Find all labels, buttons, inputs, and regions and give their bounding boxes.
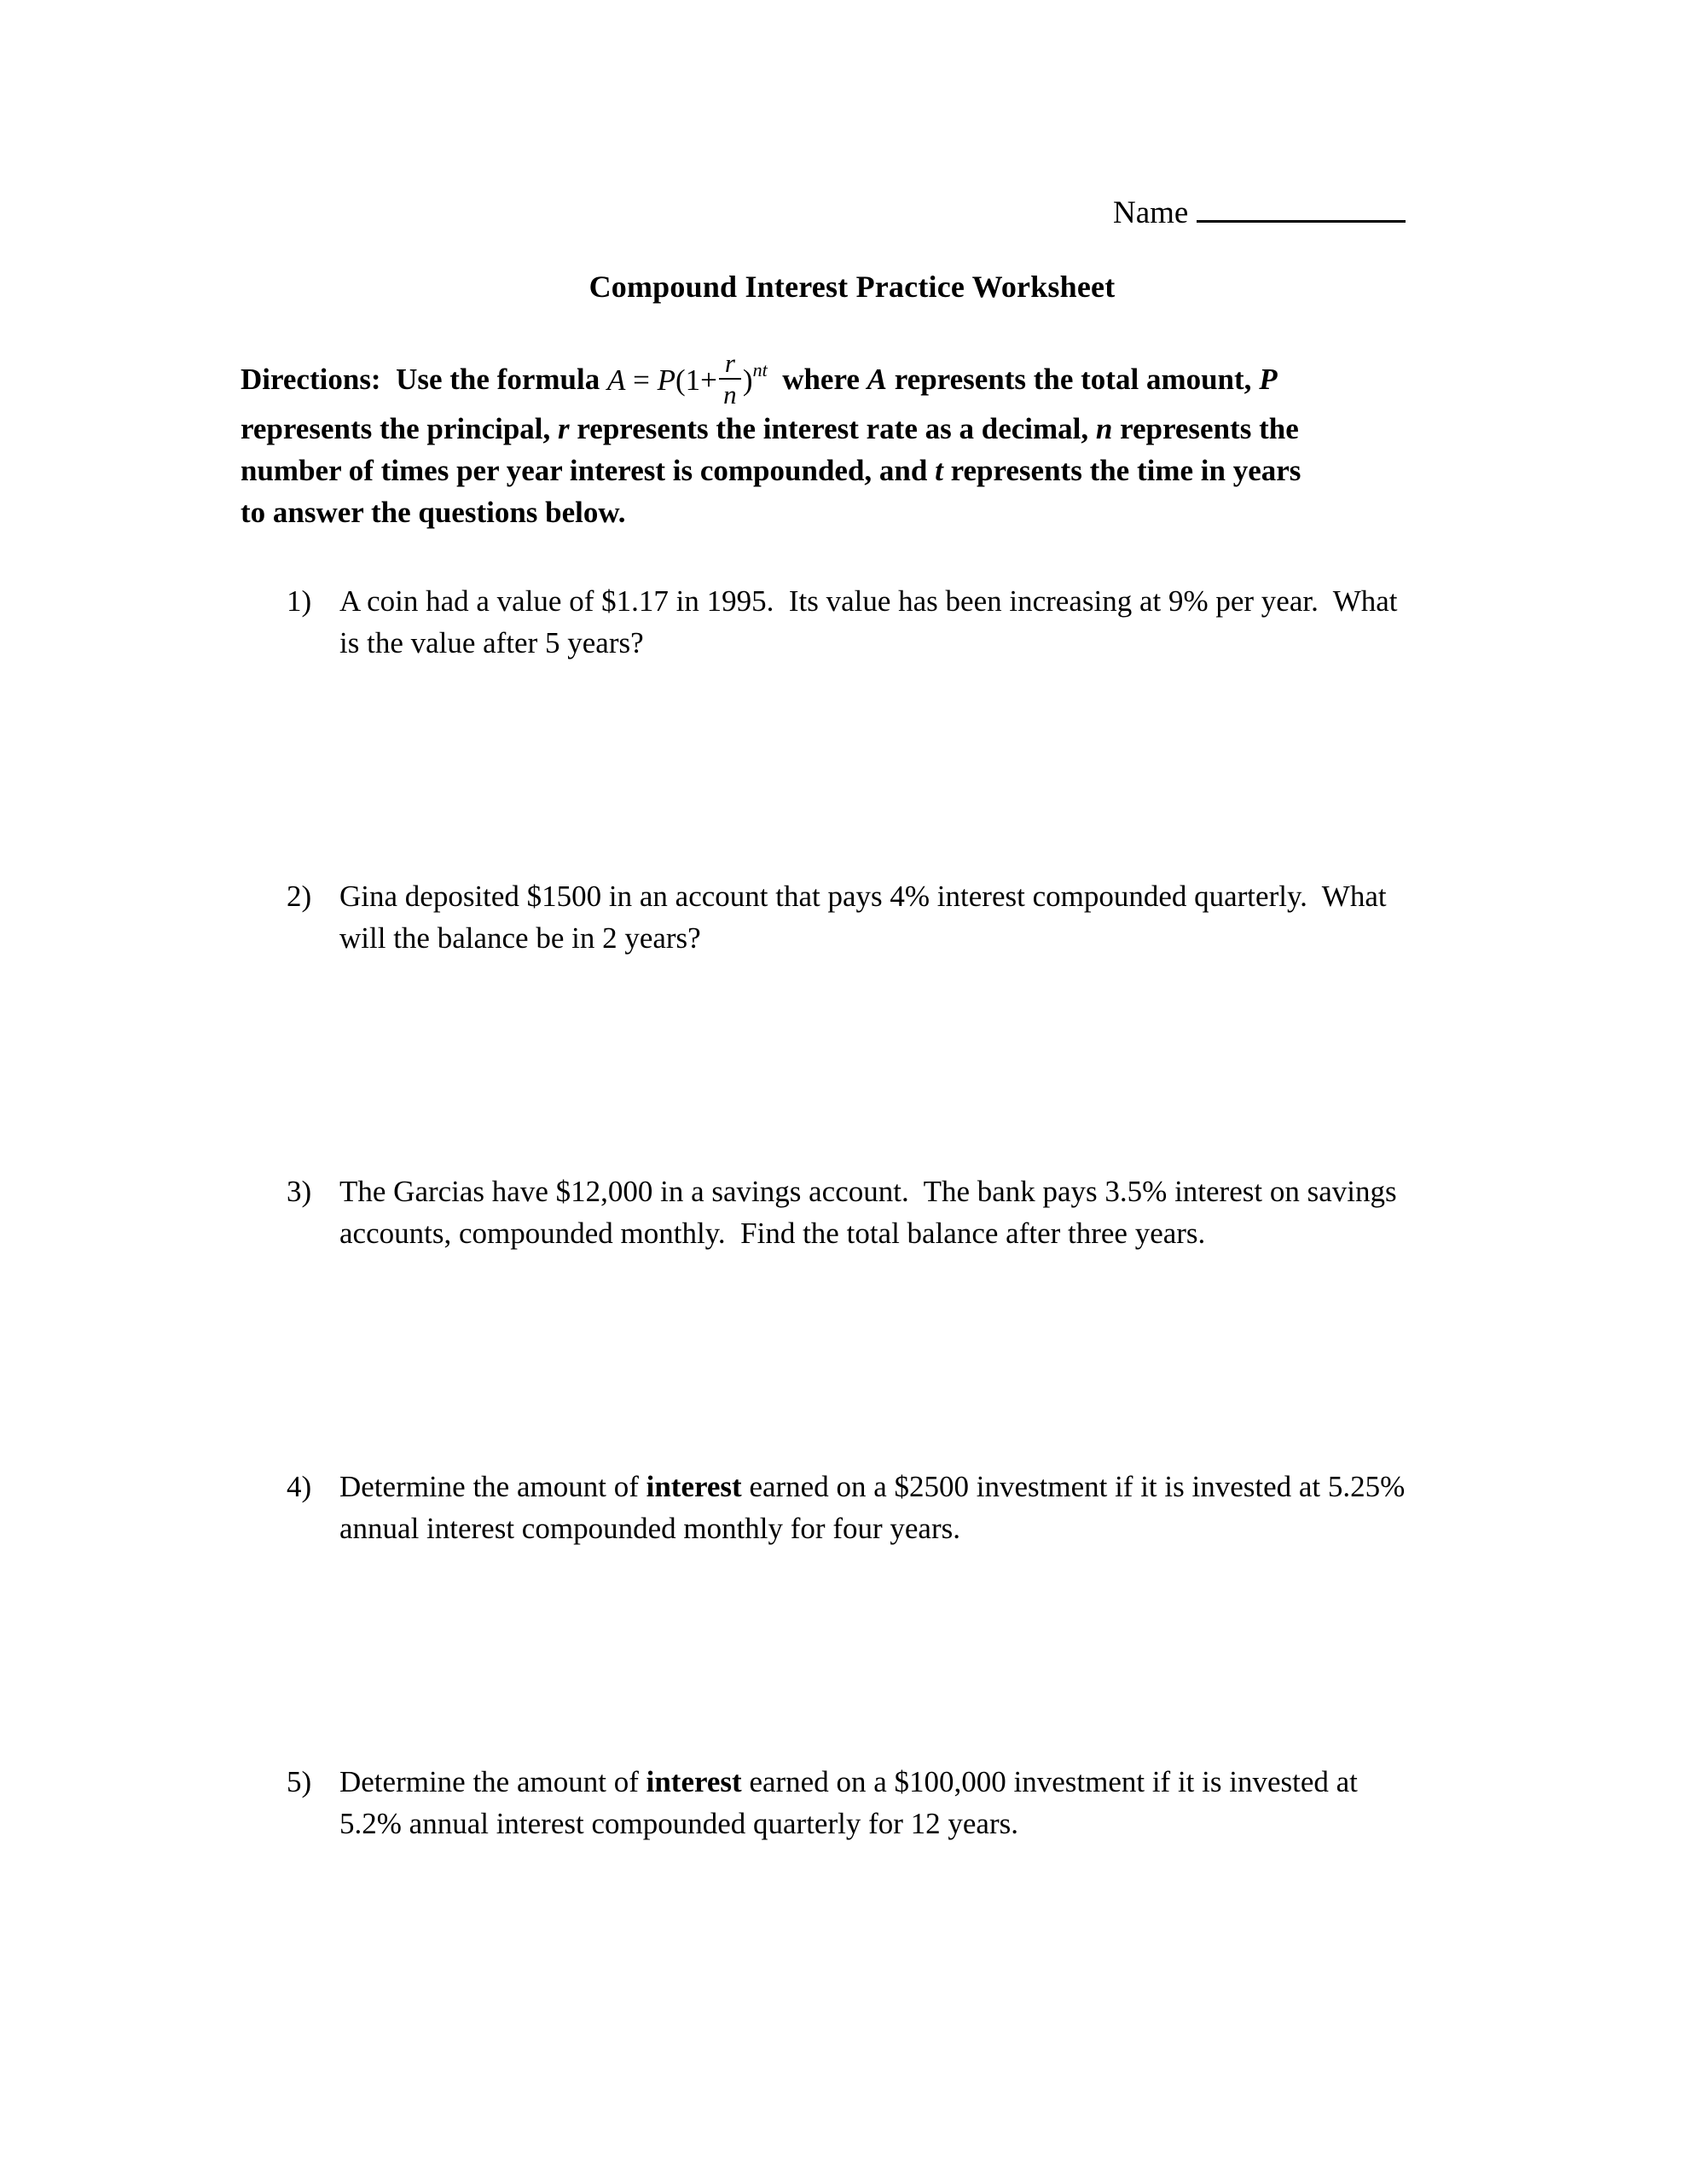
question-item-1 xyxy=(287,580,1412,664)
formula-exponent: nt xyxy=(752,358,768,380)
directions-var-A: A xyxy=(867,362,888,396)
question-number-2: 2) xyxy=(287,880,312,913)
question-text-4 xyxy=(339,1466,1412,1549)
formula-variable-P: P xyxy=(657,363,675,397)
formula-fraction-numerator: r xyxy=(724,348,735,378)
question-item-3 xyxy=(287,1170,1412,1254)
question-item-4 xyxy=(287,1466,1412,1549)
directions-var-P: P xyxy=(1259,362,1278,396)
question-item-5 xyxy=(287,1761,1412,1844)
directions-line3-b: represents the time in years xyxy=(942,454,1301,487)
question-number-3: 3) xyxy=(287,1175,312,1208)
question-text-3: The Garcias have $12,000 in a savings account. The bank pays 3.5% interest on savings accounts, compounded monthly. Find the total balance after three years. xyxy=(339,1175,1405,1250)
directions-line-4: to answer the questions below. xyxy=(241,496,626,529)
page-title-text: Compound Interest Practice Worksheet xyxy=(588,270,1116,304)
compound-interest-formula xyxy=(606,348,768,410)
question-5-bold-interest: interest xyxy=(646,1765,742,1798)
directions-line-2 xyxy=(241,408,1409,450)
page-title xyxy=(0,269,1687,305)
name-field-row xyxy=(1113,195,1406,231)
directions-var-n: n xyxy=(1095,412,1113,445)
question-4-text-post: earned on a $2500 investment if it is invested at 5.25% annual interest compounded monthly for four years. xyxy=(339,1470,1413,1545)
formula-close-paren: ) xyxy=(742,363,753,397)
directions-where-text: where xyxy=(767,362,867,396)
question-5-text-pre: Determine the amount of xyxy=(339,1765,646,1798)
formula-open-paren: (1 xyxy=(675,363,701,397)
directions-line2-c: represents the xyxy=(1112,412,1299,445)
formula-fraction-r-over-n xyxy=(719,350,741,408)
question-text-1: A coin had a value of $1.17 in 1995. Its value has been increasing at 9% per year. What is the value after 5 years? xyxy=(339,584,1406,659)
directions-block xyxy=(241,348,1409,533)
question-text-5 xyxy=(339,1761,1412,1844)
question-number-4: 4) xyxy=(287,1470,312,1503)
directions-line-1 xyxy=(241,348,1409,410)
formula-variable-A: A xyxy=(606,363,626,397)
directions-line2-b: represents the interest rate as a decimal, xyxy=(569,412,1096,445)
question-number-5: 5) xyxy=(287,1765,312,1798)
question-4-bold-interest: interest xyxy=(646,1470,742,1503)
directions-var-t: t xyxy=(935,454,943,487)
name-label: Name xyxy=(1113,195,1189,230)
directions-line3-a: number of times per year interest is compounded, and xyxy=(241,454,936,487)
directions-remaining-lines xyxy=(241,408,1409,533)
question-5-text-post: earned on a $100,000 investment if it is invested at 5.2% annual interest compounded quarterly for 12 years. xyxy=(339,1765,1365,1840)
directions-line2-a: represents the principal, xyxy=(241,412,559,445)
question-item-2 xyxy=(287,875,1412,959)
formula-fraction-denominator: n xyxy=(723,380,737,410)
directions-line1-tail: represents the total amount, xyxy=(887,362,1260,396)
question-text-2: Gina deposited $1500 in an account that pays 4% interest compounded quarterly. What will the balance be in 2 years? xyxy=(339,880,1394,955)
directions-lead-text: Directions: Use the formula xyxy=(241,362,607,396)
question-4-text-pre: Determine the amount of xyxy=(339,1470,646,1503)
question-number-1: 1) xyxy=(287,584,312,618)
directions-var-r: r xyxy=(558,412,570,445)
formula-equals: = xyxy=(625,363,658,397)
formula-plus-sign: + xyxy=(700,363,717,397)
name-blank-line[interactable] xyxy=(1197,196,1406,223)
directions-line-3 xyxy=(241,450,1409,491)
